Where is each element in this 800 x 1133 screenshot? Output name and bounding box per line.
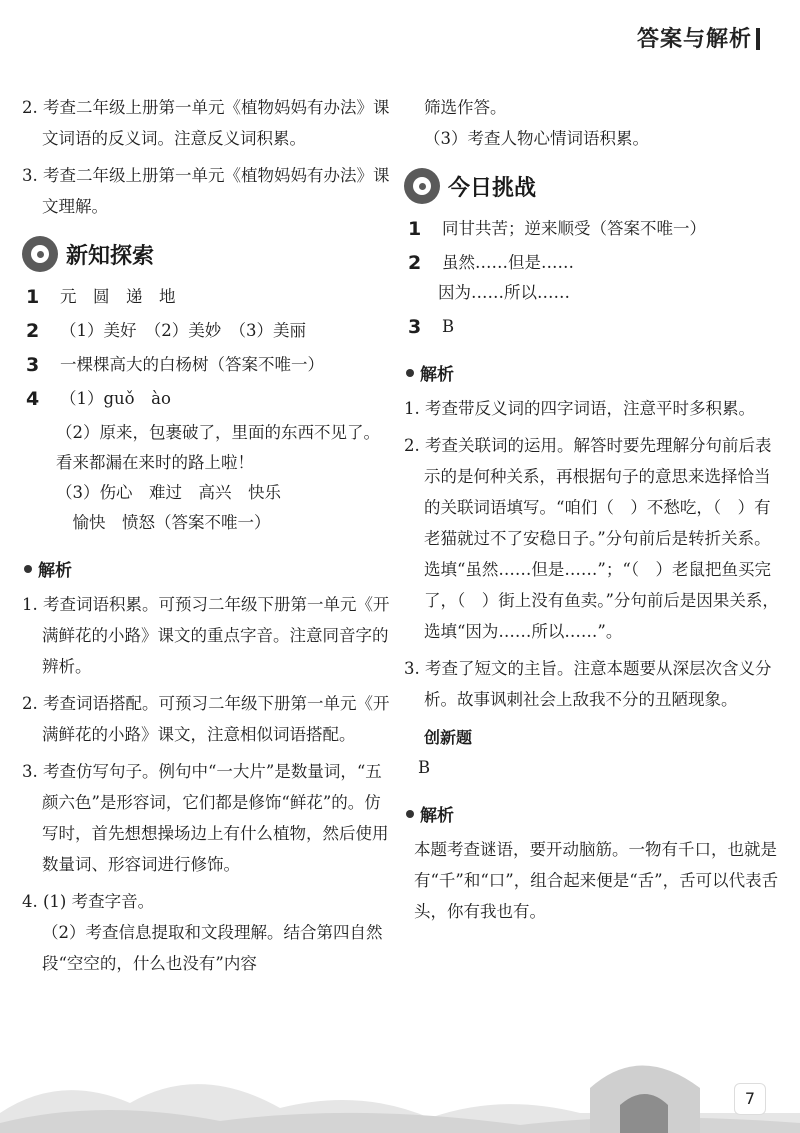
bullet-dot-icon (406, 369, 414, 377)
right-column (404, 92, 784, 933)
answer4-line: （3）伤心 难过 高兴 快乐 (56, 483, 281, 502)
page-number: 7 (734, 1083, 766, 1115)
answer-number: 2 (26, 320, 40, 342)
target-icon (404, 168, 440, 204)
answer4-line: （2）原来，包裹破了，里面的东西不见了。看来都漏在来时的路上啦！ (56, 423, 380, 472)
answer-text: （1）guǒ ào (60, 389, 171, 408)
answer-text: 元 圆 递 地 (60, 287, 176, 306)
analysis-item: 2. 考查关联词的运用。解答时要先理解分句前后表示的是何种关系，再根据句子的意思来选择恰当的关联词语填写。“咱们（ ）不愁吃，（ ）有老猫就过不了安稳日子。”分句前后是转折关系。选填“虽然……但是……”；“（ ）老鼠把鱼买完了，（ ）街上没有鱼卖。”分句前后是因果关系，选填“因为……所以……”。 (404, 436, 779, 641)
analysis-item: 3. 考查仿写句子。例句中“一大片”是数量词，“五颜六色”是形容词，它们都是修饰“鲜花”的。仿写时，首先想想操场边上有什么植物，然后使用数量词、形容词进行修饰。 (22, 762, 389, 874)
header-title: 答案与解析 (636, 27, 752, 52)
analysis-item: 3. 考查了短文的主旨。注意本题要从深层次含义分析。故事讽刺社会上敌我不分的丑陋现象。 (404, 659, 772, 709)
answer-row (404, 214, 784, 244)
analysis-label: 解析 (38, 561, 72, 581)
analysis-item: （2）考查信息提取和文段理解。结合第四自然段“空空的，什么也没有”内容 (42, 923, 383, 973)
right-top-item: （3）考查人物心情词语积累。 (424, 129, 649, 148)
right-top-item: 筛选作答。 (424, 98, 507, 117)
analysis-heading (24, 556, 392, 581)
left-top-item-3: 3. 考查二年级上册第一单元《植物妈妈有办法》课文理解。 (22, 166, 390, 216)
analysis-item: 2. 考查词语搭配。可预习二年级下册第一单元《开满鲜花的小路》课文，注意相似词语搭配。 (22, 694, 390, 744)
answer-text: B (442, 317, 455, 336)
answer-row (404, 312, 784, 342)
answer-number: 3 (408, 316, 422, 338)
answer-text: 一棵棵高大的白杨树（答案不唯一） (60, 355, 324, 374)
innovation-answer: B (418, 758, 431, 777)
planet-icon (22, 236, 58, 272)
analysis-heading (406, 801, 784, 826)
answer-number: 3 (26, 354, 40, 376)
analysis-heading (406, 360, 784, 385)
answer-row (22, 350, 392, 380)
section-title: 今日挑战 (448, 175, 537, 201)
decorative-hills (0, 1033, 800, 1133)
answer-text: 同甘共苦；逆来顺受（答案不唯一） (442, 219, 706, 238)
analysis-item: 4. (1) 考查字音。 (22, 892, 155, 911)
analysis-label: 解析 (420, 365, 454, 385)
answer-text: （1）美好 （2）美妙 （3）美丽 (60, 321, 306, 340)
answer-number: 4 (26, 388, 40, 410)
left-top-item-2: 2. 考查二年级上册第一单元《植物妈妈有办法》课文词语的反义词。注意反义词积累。 (22, 98, 390, 148)
answer2-line2: 因为……所以…… (438, 283, 570, 302)
answer-number: 2 (408, 252, 422, 274)
analysis-item: 1. 考查带反义词的四字词语，注意平时多积累。 (404, 399, 755, 418)
analysis-item: 1. 考查词语积累。可预习二年级下册第一单元《开满鲜花的小路》课文的重点字音。注意同音字的辨析。 (22, 595, 390, 676)
answer-row (22, 384, 392, 414)
answer-row (22, 282, 392, 312)
answer-row (404, 248, 784, 278)
analysis-text: 本题考查谜语，要开动脑筋。一物有千口，也就是有“千”和“口”，组合起来便是“舌”，舌可以代表舌头，你有我也有。 (414, 840, 779, 921)
answer4-line: 愉快 愤怒（答案不唯一） (56, 513, 271, 532)
answer-text: 虽然……但是…… (442, 253, 574, 272)
answer-row (22, 316, 392, 346)
answer-number: 1 (408, 218, 422, 240)
left-column (22, 92, 392, 985)
section-title: 新知探索 (66, 243, 155, 269)
answer-number: 1 (26, 286, 40, 308)
analysis-label: 解析 (420, 806, 454, 826)
header-bar (756, 28, 760, 50)
bullet-dot-icon (24, 565, 32, 573)
section-jinri-header (404, 164, 784, 208)
section-xinzhi-header (22, 232, 392, 276)
innovation-label: 创新题 (424, 728, 473, 747)
page-header (500, 18, 800, 56)
bullet-dot-icon (406, 810, 414, 818)
